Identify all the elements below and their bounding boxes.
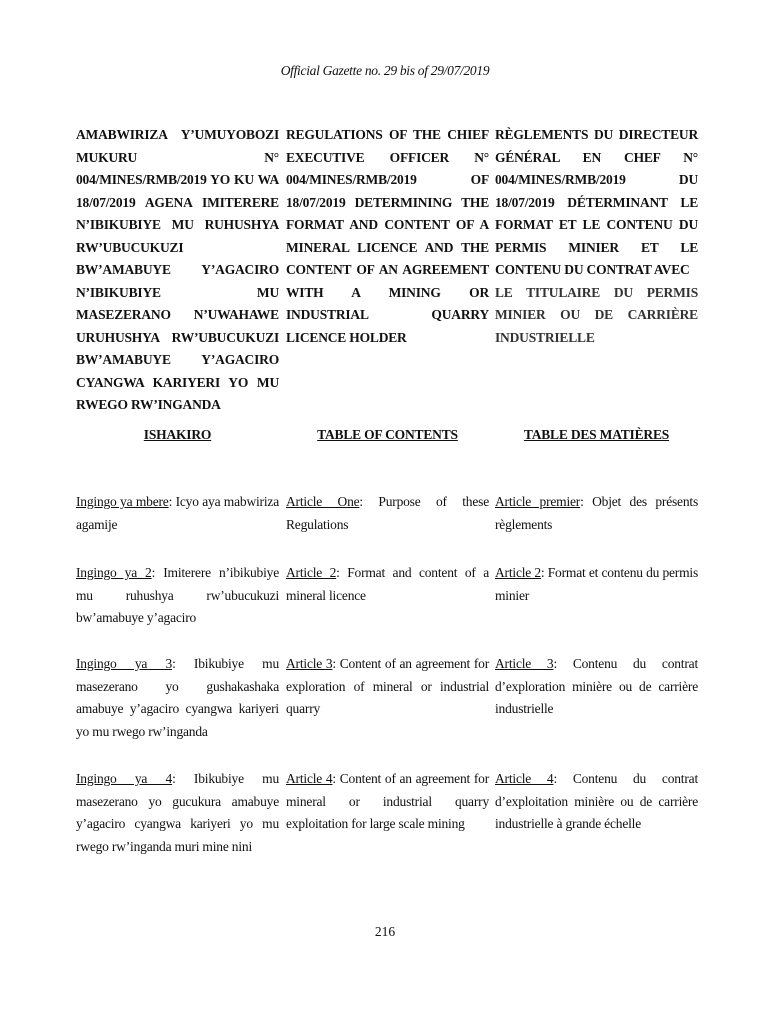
toc-entry-text: : Ibikubiye mu masezerano yo gucukura amabuye y’agaciro cyangwa kariyeri yo mu rwego rw’inganda muri mine nini (76, 771, 279, 854)
toc-entry-text: : Content of an agreement for mineral or industrial quarry exploitation for large scale mining (286, 771, 489, 831)
toc-entry-text: : Icyo aya mabwiriza agamije (76, 494, 279, 532)
title-kinyarwanda: AMABWIRIZA Y’UMUYOBOZI MUKURU N° 004/MINES/RMB/2019 YO KU WA 18/07/2019 AGENA IMITERERE N’IBIKUBIYE MU RUHUSHYA RW’UBUCUKUZI BW’AMABUYE Y’AGACIRO N’IBIKUBIYE MU MASEZERANO N’UWAHAWE URUHUSHYA RW’UBUCUKUZI BW’AMABUYE Y’AGACIRO CYANGWA KARIYERI YO MU RWEGO RW’INGANDA (76, 127, 279, 412)
toc-entry-label: Article premier (495, 494, 581, 509)
toc-entry-text: : Ibikubiye mu masezerano yo gushakashaka amabuye y’agaciro cyangwa kariyeri yo mu rwego rw’inganda (76, 656, 279, 739)
toc-entry-rw-4 (76, 768, 279, 858)
toc-entry-text: : Format and content of a mineral licence (286, 565, 489, 603)
page-number: 216 (374, 924, 396, 939)
toc-entry-label: Article 4 (495, 771, 554, 786)
toc-entry-fr-1 (495, 491, 698, 536)
toc-entry-en-3 (286, 653, 489, 721)
toc-entry-label: Ingingo ya 3 (76, 656, 173, 671)
toc-entry-text: : Imiterere n’ibikubiye mu ruhushya rw’ubucukuzi bw’amabuye y’agaciro (76, 565, 280, 625)
toc-entry-en-2 (286, 562, 489, 607)
toc-entry-label: Article 2 (495, 565, 541, 580)
toc-entry-rw-2 (76, 562, 279, 630)
title-french (495, 124, 698, 349)
toc-heading-english: TABLE OF CONTENTS (317, 427, 458, 442)
toc-entry-text: : Contenu du contrat d’exploration minière ou de carrière industrielle (495, 656, 698, 716)
toc-entry-label: Ingingo ya 2 (76, 565, 152, 580)
toc-entry-text: : Purpose of these Regulations (286, 494, 489, 532)
toc-entry-fr-4 (495, 768, 698, 836)
toc-entry-label: Article 3 (495, 656, 554, 671)
title-english: REGULATIONS OF THE CHIEF EXECUTIVE OFFICER N° 004/MINES/RMB/2019 OF 18/07/2019 DETERMINING THE FORMAT AND CONTENT OF A MINERAL LICENCE AND THE CONTENT OF AN AGREEMENT WITH A MINING OR INDUSTRIAL QUARRY LICENCE HOLDER (286, 127, 489, 345)
toc-entry-label: Article 3 (286, 656, 333, 671)
toc-heading-french: TABLE DES MATIÈRES (523, 427, 670, 442)
toc-entry-text: : Contenu du contrat d’exploitation minière ou de carrière industrielle à grande échelle (495, 771, 698, 831)
title-french-lower: LE TITULAIRE DU PERMIS MINIER OU DE CARRIÈRE INDUSTRIELLE (495, 284, 698, 345)
gazette-header: Official Gazette no. 29 bis of 29/07/2019 (280, 63, 490, 78)
toc-entry-en-4 (286, 768, 489, 836)
toc-entry-en-1 (286, 491, 489, 536)
toc-entry-text: : Objet des présents règlements (495, 494, 698, 532)
toc-entry-label: Ingingo ya mbere (76, 494, 169, 509)
toc-entry-fr-2 (495, 562, 698, 607)
toc-entry-label: Article 2 (286, 565, 337, 580)
toc-entry-label: Article 4 (286, 771, 333, 786)
toc-entry-fr-3 (495, 653, 698, 721)
title-french-upper: RÈGLEMENTS DU DIRECTEUR GÉNÉRAL EN CHEF N° 004/MINES/RMB/2019 DU 18/07/2019 DÉTERMINANT LE FORMAT ET LE CONTENU DU PERMIS MINIER ET LE CONTENU DU CONTRAT AVEC (495, 127, 698, 277)
toc-entry-label: Ingingo ya 4 (76, 771, 173, 786)
toc-entry-rw-3 (76, 653, 279, 743)
toc-heading-kinyarwanda: ISHAKIRO (143, 427, 212, 442)
toc-entry-text: : Content of an agreement for exploration of mineral or industrial quarry (286, 656, 489, 716)
toc-entry-rw-1 (76, 491, 279, 536)
toc-entry-text: : Format et contenu du permis minier (495, 565, 698, 603)
toc-entry-label: Article One (286, 494, 360, 509)
